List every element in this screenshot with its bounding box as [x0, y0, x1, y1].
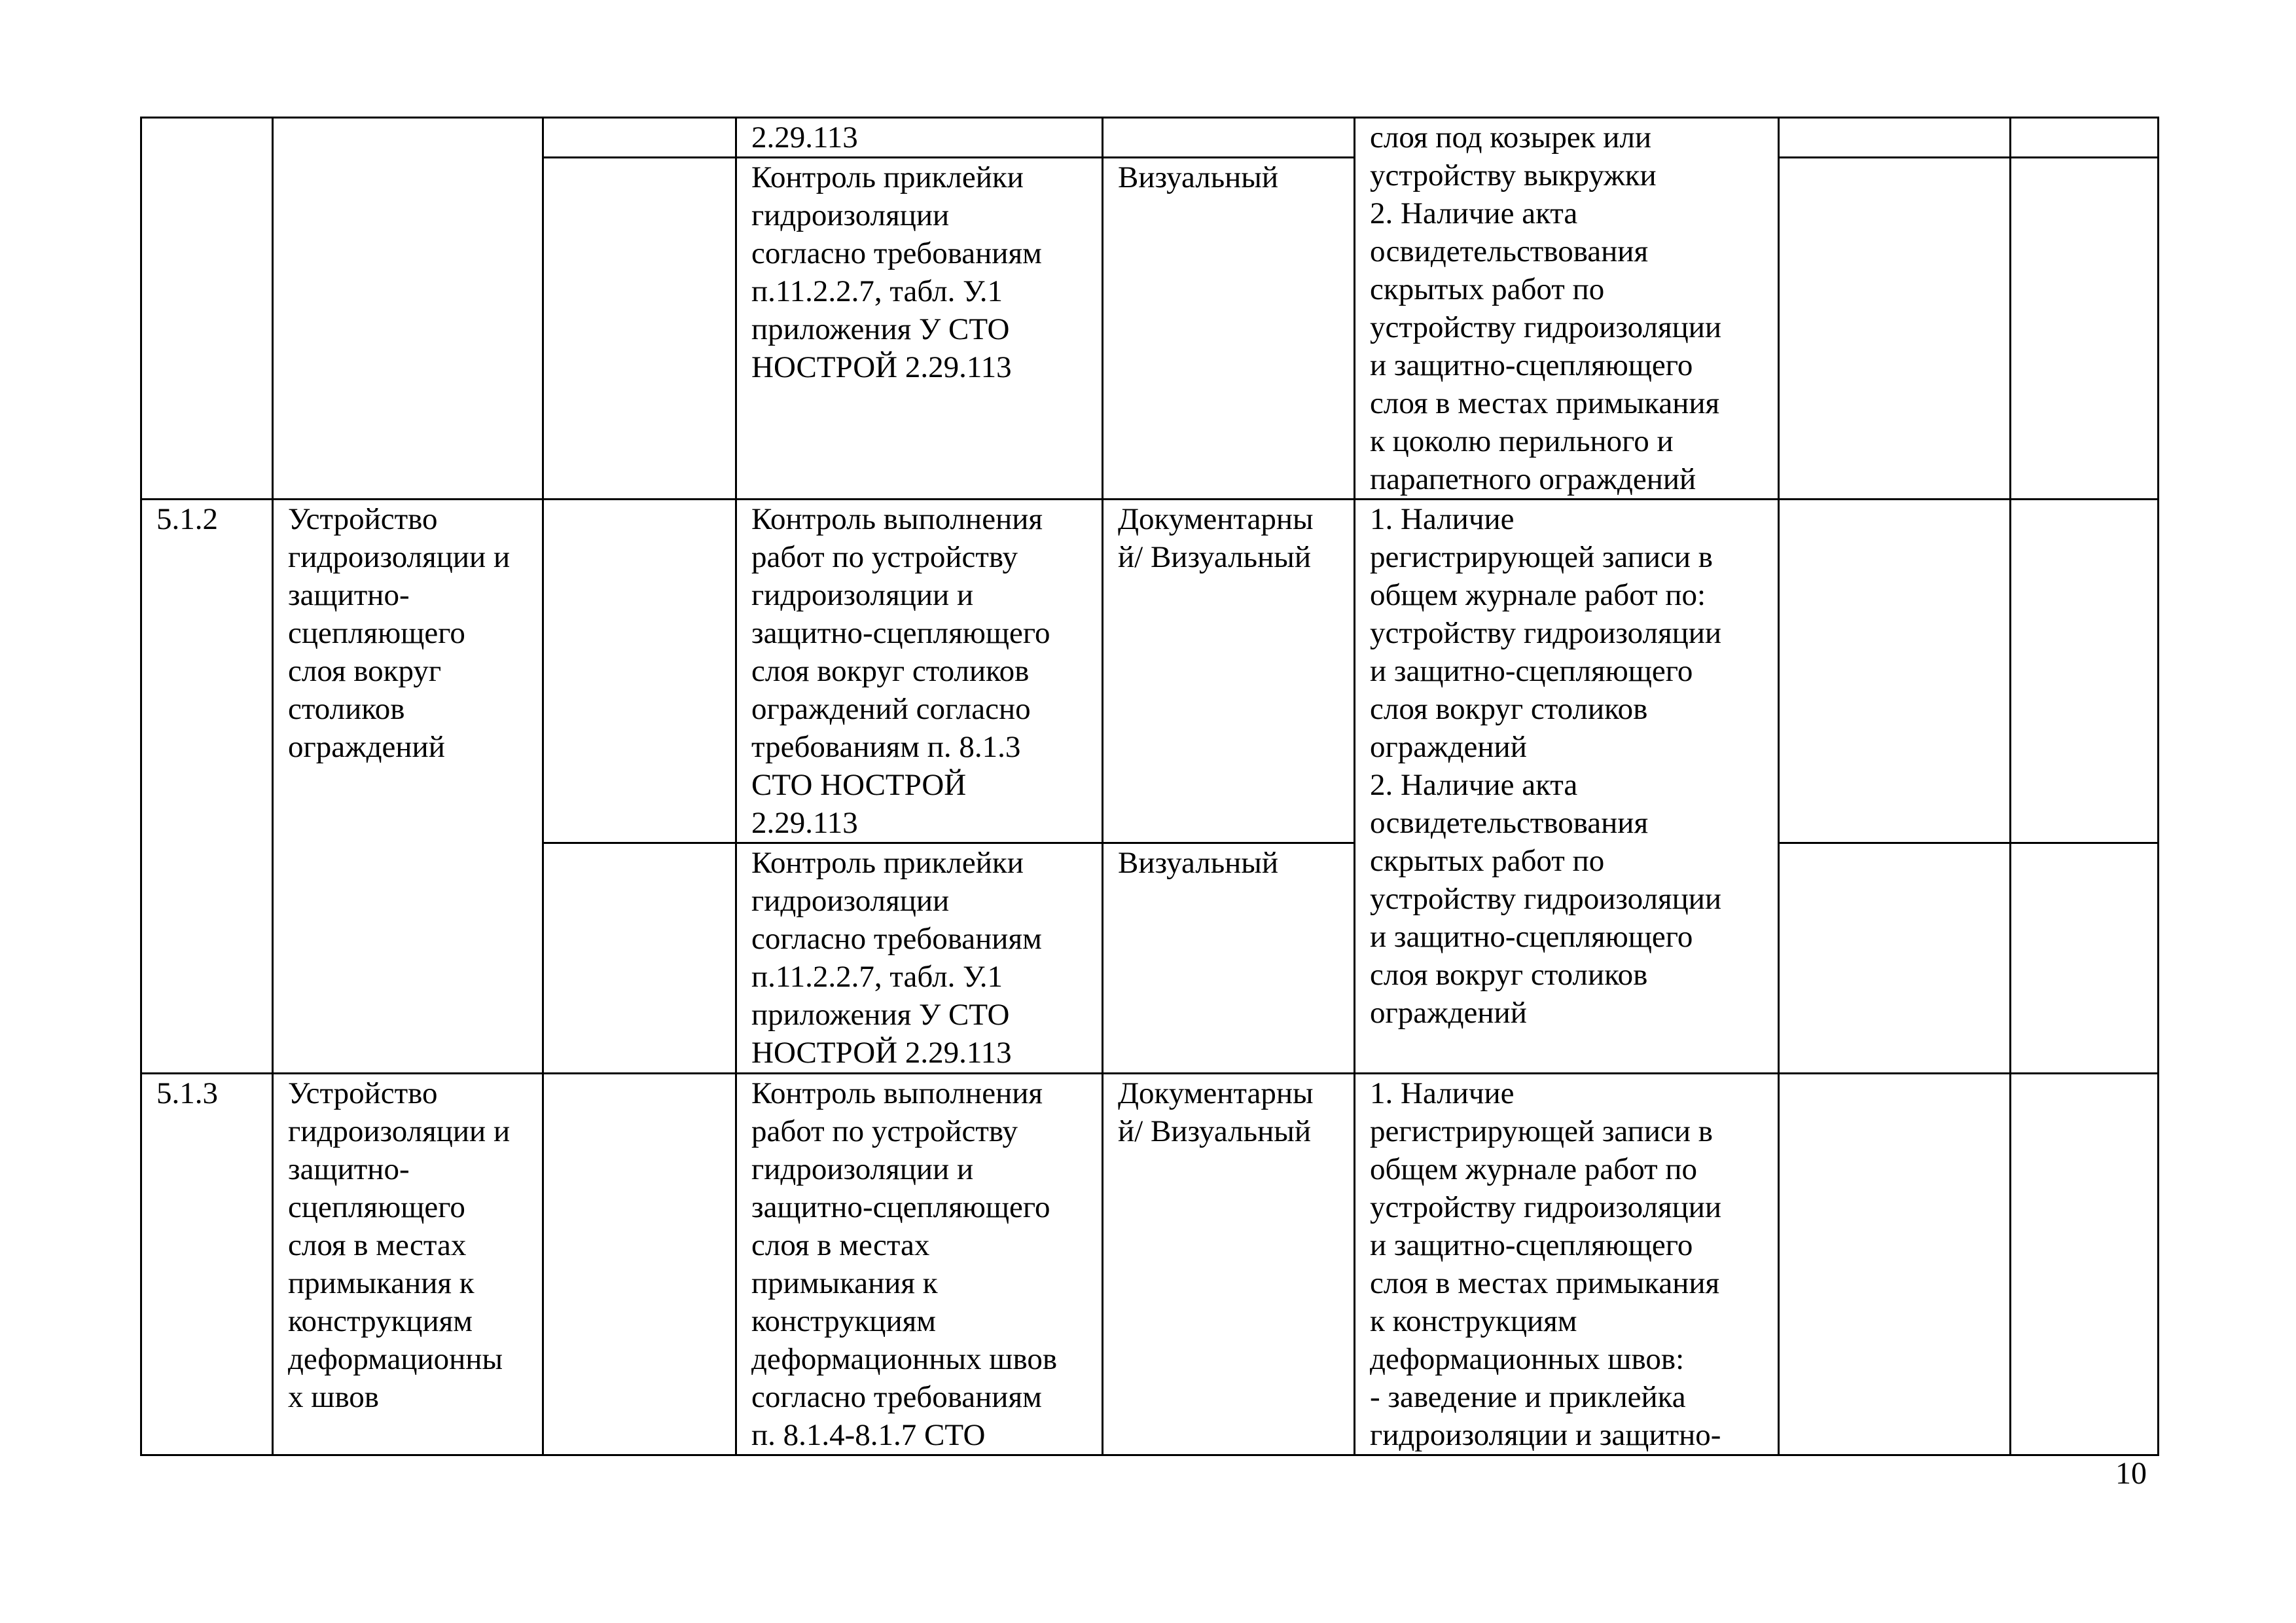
control-cell: Контроль приклейки гидроизоляции согласно требованиям п.11.2.2.7, табл. У.1 приложения У СТО НОСТРОЙ 2.29.113 [736, 158, 1103, 500]
documents-cell: 1. Наличие регистрирующей записи в общем журнале работ по устройству гидроизоляции и защитно-сцепляющего слоя в местах примыкания к конструкциям деформационных швов: - заведение и приклейка гидроизоляции и защитно- [1355, 1074, 1779, 1455]
table-cell [1779, 843, 2011, 1074]
table-cell [543, 500, 736, 843]
control-cell: Контроль выполнения работ по устройству гидроизоляции и защитно-сцепляющего слоя в местах примыкания к конструкциям деформационных швов согласно требованиям п. 8.1.4-8.1.7 СТО [736, 1074, 1103, 1455]
table-cell [1779, 158, 2011, 500]
table-cell [1779, 118, 2011, 158]
item-number-cell: 5.1.2 [141, 500, 273, 1074]
control-cell: Контроль приклейки гидроизоляции согласно требованиям п.11.2.2.7, табл. У.1 приложения У СТО НОСТРОЙ 2.29.113 [736, 843, 1103, 1074]
table-cell [2011, 118, 2159, 158]
method-cell: Документарны й/ Визуальный [1103, 500, 1355, 843]
method-cell: Визуальный [1103, 843, 1355, 1074]
documents-cell: 1. Наличие регистрирующей записи в общем журнале работ по: устройству гидроизоляции и защитно-сцепляющего слоя вокруг столиков ограждений 2. Наличие акта освидетельствования скрытых работ по устройству гидроизоляции и защитно-сцепляющего слоя вокруг столиков ограждений [1355, 500, 1779, 1074]
control-cell: 2.29.113 [736, 118, 1103, 158]
method-cell [1103, 118, 1355, 158]
work-name-cell [273, 118, 543, 500]
table-row [141, 118, 2159, 158]
item-number-cell [141, 118, 273, 500]
table-cell [2011, 843, 2159, 1074]
work-name-cell: Устройство гидроизоляции и защитно- сцепляющего слоя в местах примыкания к конструкциям деформационны х швов [273, 1074, 543, 1455]
table-cell [2011, 1074, 2159, 1455]
work-name-cell: Устройство гидроизоляции и защитно- сцепляющего слоя вокруг столиков ограждений [273, 500, 543, 1074]
table-cell [1779, 500, 2011, 843]
table-row [141, 500, 2159, 843]
table-cell [543, 118, 736, 158]
control-cell: Контроль выполнения работ по устройству гидроизоляции и защитно-сцепляющего слоя вокруг столиков ограждений согласно требованиям п. 8.1.3 СТО НОСТРОЙ 2.29.113 [736, 500, 1103, 843]
table-cell [1779, 1074, 2011, 1455]
table-cell [2011, 500, 2159, 843]
item-number-cell: 5.1.3 [141, 1074, 273, 1455]
table-cell [543, 843, 736, 1074]
page-number: 10 [2115, 1456, 2147, 1491]
method-cell: Документарны й/ Визуальный [1103, 1074, 1355, 1455]
table-cell [543, 1074, 736, 1455]
table-cell [543, 158, 736, 500]
control-table [140, 117, 2159, 1456]
table-row [141, 1074, 2159, 1455]
table-cell [2011, 158, 2159, 500]
documents-cell: слоя под козырек или устройству выкружки 2. Наличие акта освидетельствования скрытых работ по устройству гидроизоляции и защитно-сцепляющего слоя в местах примыкания к цоколю перильного и парапетного ограждений [1355, 118, 1779, 500]
method-cell: Визуальный [1103, 158, 1355, 500]
